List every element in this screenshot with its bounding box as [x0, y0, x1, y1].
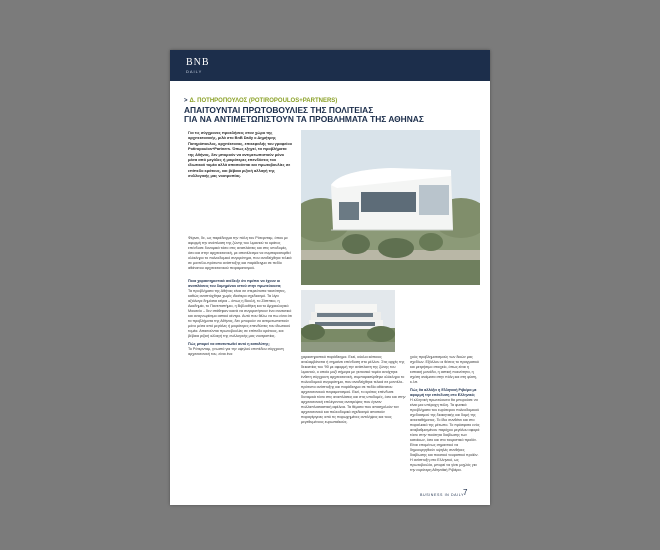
answer-text-1: Τα προβλήματα της Αθήνας είναι σε στερεότυπα ταυτότητες, καθώς αναπτύχθηκε χωρίς ιδιαίτερο σχεδιασμό. Τα λίγα αξιόλογα δημόσια κτίρια – όπως η Βουλή, το Ζάππειο, η Ακαδημία, το Πανεπιστήμιο, η Βιβλιοθήκη και το Αρχαιολογικό Μουσείο – δεν στάθηκαν ικανά να συγκροτήσουν ένα συνεκτικό και αναγνωρίσιμο αστικό κέντρο. Αυτό που θέλω να πω είναι ότι τα προβλήματα της Αθήνας, δεν μπορούν να αντιμετωπιστούν μόνο μέσα από μεγάλες ή μικρότερες επενδύσεις του ιδιωτικού τομέα. Απαιτούνται πρωτοβουλίες σε επίπεδο κράτους, και βέβαια ριζική αλλαγή της συλλογικής μας νοοτροπίας. — [188, 289, 292, 338]
masthead — [170, 50, 490, 81]
answer-text-2: Το Ρότερνταμ, γνωστό για την υψηλού επιπέδου σύγχρονη αρχιτεκτονική του, είναι ένα — [188, 347, 284, 356]
article-column-3 — [410, 355, 482, 476]
building-photo-main — [301, 130, 480, 285]
article-column-1 — [188, 236, 292, 360]
article-column-2 — [301, 355, 406, 428]
modern-building-illustration — [301, 130, 480, 285]
article-kicker — [184, 98, 337, 104]
column-2-text: χαρακτηριστικό παράδειγμα. Εκεί, κύκλοι κάποιος αναλαμβάνεται ή σημαίνει επένδυση στο μέλλον. Στις αρχές της δεκαετίας του '90 με αφορμή την ανάπλαση της ζώνης του λιμανιού, ο οποίο μαζί σήμερα με γειτονικό τομέα ανοίχτηκε ένθετη σύγχρονη αρχιτεκτονική, συμπαρασύρθηκε ολόκληρο το πολεοδομικό συγκρότημα, που αναδείχθηκε τελικά σε μοντέλο-πρότυπο ανάπτυξης και παράδειγμα σε πεδίο αθάνατου αρχιτεκτονικού πειραματισμού. Εκεί, το κράτος επένδυσε δυναμικά τόσο στις αναπλάσεις και στις υποδομές, όσο και στην αρχιτεκτονική επιλέγοντας ανατρέψεις που έγιναν πολλαπλασιαστική αφέλεια. Τα θέματα που απασχολούν τον αρχιτεκτονικό και πολεοδομικό σχεδιασμό απαιτούν παραγέργειες από τις παρωχημένες αντιλήψεις και τους μεγεθυμένους ευρωπαϊκούς. — [301, 355, 406, 424]
question-heading-3: Πώς θα αλλάξει η Ελληνική Ριβιέρα με αφορμή την επένδυση στο Ελληνικό; — [410, 388, 477, 397]
residential-building-illustration — [301, 290, 395, 352]
footer-publication-label: BUSINESS IN DAILY — [420, 493, 465, 497]
column-1-lead: Φέρνει, δε, ως παράδειγμα την πόλη του Ρότερνταμ, όπου με αφορμή την ανάπλαση της ζώνης του λιμανιού το κράτος επένδυσε δυναμικά τόσο στις αναπλάσεις και στις υποδομές, όσο και στην αρχιτεκτονική, με αποτέλεσμα να συμπαρασυρθεί ολόκληρο το πολεοδομικό συγκρότημα, που αναδείχθηκε τελικά σε μοντέλο-πρότυπο ανάπτυξης και παράδειγμα σε πεδίο αθάνατου αρχιτεκτονικού πειραματισμού. — [188, 236, 292, 270]
chevron-right-icon: > — [184, 98, 188, 104]
article-headline — [184, 106, 480, 124]
article-intro: Για τις σύγχρονες προκλήσεις στον χώρο της αρχιτεκτονικής, μιλά στο BnB Daily ο Δημήτρης Ποτηρόπουλος, αρχιτέκτονας, επικεφαλής του γραφείου Potiropoulos+Partners. Όπως εξηγεί, τα προβλήματα της Αθήνας, δεν μπορούν να αντιμετωπιστούν μόνο μέσα από μεγάλες ή μικρότερες επενδύσεις του ιδιωτικού τομέα αλλά απαιτούνται και πρωτοβουλίες σε επίπεδο κράτους, και βέβαια ριζική αλλαγή της συλλογικής μας νοοτροπίας. — [188, 130, 292, 179]
kicker-text: Δ. ΠΟΤΗΡΟΠΟΥΛΟΣ (POTIROPOULOS+PARTNERS) — [189, 98, 338, 104]
question-heading-1: Ποια χαρακτηριστικά ανέδειξε ότι πρέπει να έχουν οι αναπλάσεις του δομημένου ιστού στην πρωτεύουσα; — [188, 279, 282, 288]
magazine-page — [170, 50, 490, 505]
headline-line-1: ΑΠΑΙΤΟΥΝΤΑΙ ΠΡΩΤΟΒΟΥΛΙΕΣ ΤΗΣ ΠΟΛΙΤΕΙΑΣ — [184, 105, 374, 115]
brand-logo-subtitle: DAILY — [186, 69, 203, 74]
question-heading-2: Πώς μπορεί να αποτυπωθεί αυτό η καταλύτης; — [188, 342, 270, 346]
headline-line-2: ΓΙΑ ΝΑ ΑΝΤΙΜΕΤΩΠΙΣΤΟΥΝ ΤΑ ΠΡΟΒΛΗΜΑΤΑ ΤΗΣ ΑΘΗΝΑΣ — [184, 114, 424, 124]
brand-logo: BNB — [186, 57, 210, 68]
building-photo-secondary — [301, 290, 395, 352]
answer-text-3: Η ελληνική πρωτεύουσα θα μπορούσε να είναι μια υπέροχη πόλη. Τα φυσικά προβλήματα του ευρύτερου πολεοδομικού σχεδιασμού της διοικητικής και δομή της ανεκταθήματος. Το ίδιο συνθέτει και στο παραλιακό της μέτωπο. Το πρόσφατο ενός αναβαθμισμένου παρόχου μεγάλου αφορά τόσο στην ποιότητα διαβίωσης των κατοίκων, όσο και στο τουριστικό προϊόν. Είναι επομένως σημαντικό να δημιουργηθούν υψηλές συνθήκες διαβίωσης και ποιοτικό τουριστικό προϊόν. Η ανάπτυξη στο Ελληνικό, ως πρωτοβουλία, μπορεί να γίνει μοχλός για την ευρύτερη Αθηναϊκή Ριβιέρα. — [410, 398, 480, 472]
page-number: 7 — [463, 488, 468, 497]
column-3-text: χούς προβληματισμούς των δικών μας σχεδίων. Εξάλλου οι θέσεις το πραγματικό και μετρήσιμο στοιχείο, όπως είναι η εστιακή μονάδα, η αστική πυκνότητα, η σχέση ανάμεσα στην πόλη και στη φύση, κ.λπ. — [410, 355, 479, 384]
